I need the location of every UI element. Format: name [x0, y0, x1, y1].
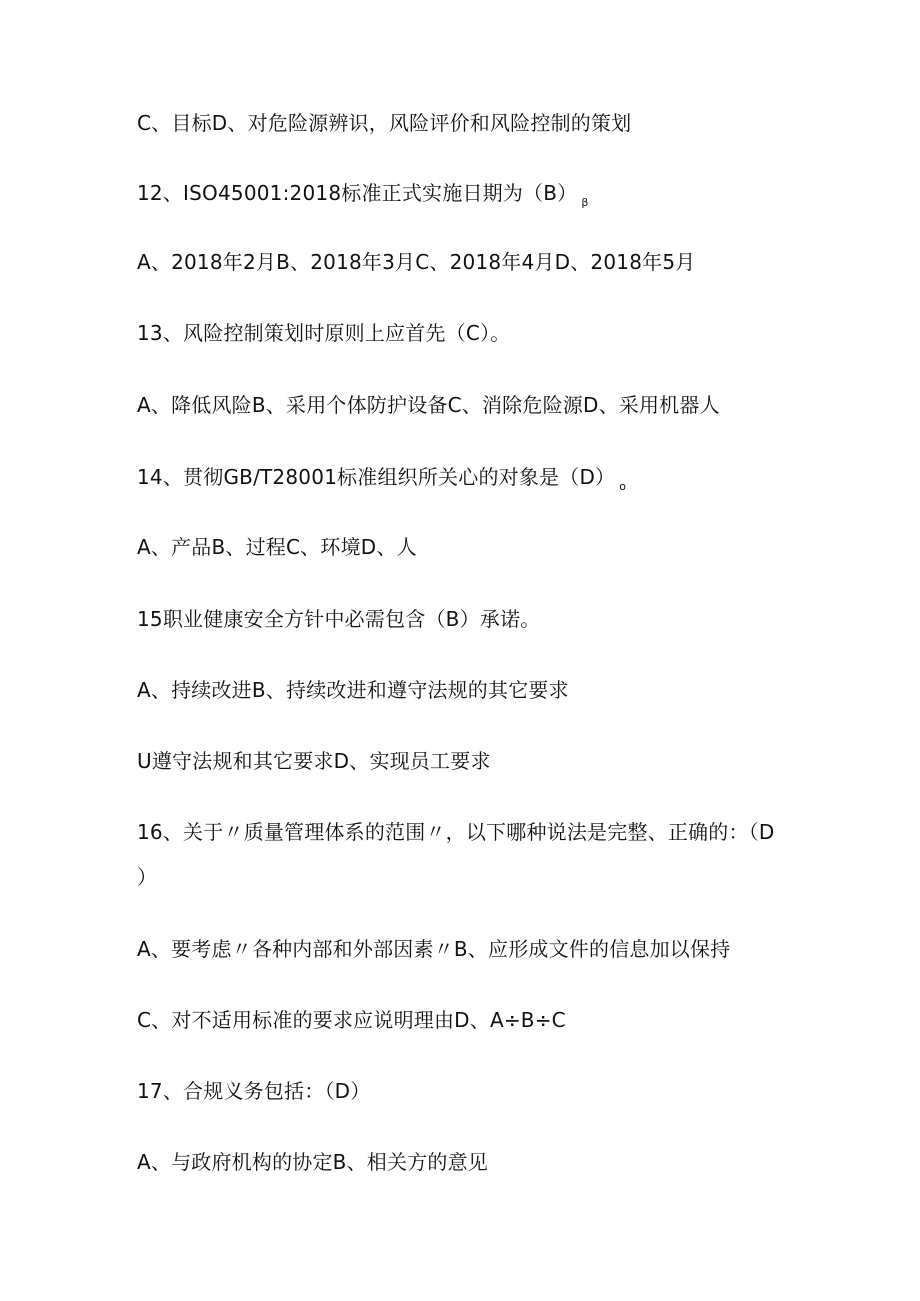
question-15-options-c-d: U遵守法规和其它要求D、实现员工要求: [137, 749, 491, 773]
question-14-text: 14、贯彻GB/T28001标准组织所关心的对象是（D）: [137, 465, 616, 489]
text-line-1: C、目标D、对危险源辨识，风险评价和风险控制的策划: [137, 111, 632, 135]
question-13: 13、风险控制策划时原则上应首先（C）。: [137, 321, 511, 345]
question-14: [137, 464, 626, 500]
question-12: [137, 180, 589, 216]
question-12-text: 12、ISO45001:2018标准正式实施日期为（B）: [137, 181, 578, 205]
question-17-options: A、与政府机构的协定B、相关方的意见: [137, 1150, 489, 1174]
question-17: 17、合规义务包括：（D）: [137, 1079, 371, 1103]
question-16-options-a-b: A、要考虑〃各种内部和外部因素〃B、应形成文件的信息加以保持: [137, 937, 731, 961]
question-14-options: A、产品B、过程C、环境D、人: [137, 535, 417, 559]
question-12-options: A、2018年2月B、2018年3月C、2018年4月D、2018年5月: [137, 250, 696, 274]
question-16: 16、关于〃质量管理体系的范围〃，以下哪种说法是完整、正确的：（D: [137, 820, 775, 844]
question-15: 15职业健康安全方针中必需包含（B）承诺。: [137, 607, 541, 631]
question-16-options-c-d: C、对不适用标准的要求应说明理由D、A÷B÷C: [137, 1008, 566, 1032]
question-14-suffix-mark: o: [619, 480, 627, 493]
question-16-continuation: ）: [137, 865, 158, 889]
question-12-suffix-mark: β: [581, 196, 589, 209]
question-15-options-a-b: A、持续改进B、持续改进和遵守法规的其它要求: [137, 678, 569, 702]
question-13-options: A、降低风险B、采用个体防护设备C、消除危险源D、采用机器人: [137, 393, 720, 417]
